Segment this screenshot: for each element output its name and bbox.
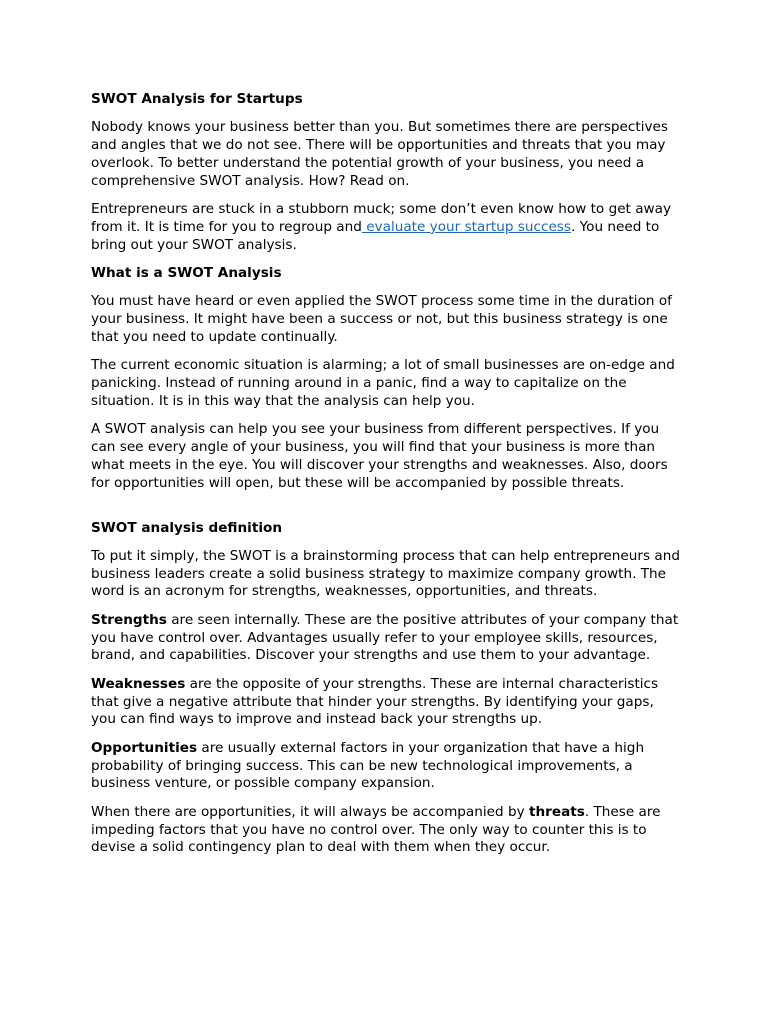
section2-paragraph-1: To put it simply, the SWOT is a brainstorming process that can help entrepreneurs and business leaders create a solid business strategy to maximize company growth. The word is an acronym for strengths, weaknesses, opportunities, and threats. [91, 547, 680, 600]
opportunities-paragraph [91, 740, 683, 793]
section1-paragraph-2: The current economic situation is alarming; a lot of small businesses are on-edge and panicking. Instead of running around in a panic, find a way to capitalize on the situation. It is in this way that the analysis can help you. [91, 357, 675, 409]
strengths-term: Strengths [91, 611, 167, 628]
threats-paragraph [91, 804, 683, 857]
document-title: SWOT Analysis for Startups [91, 91, 303, 107]
evaluate-startup-success-link[interactable]: evaluate your startup success [361, 218, 571, 235]
threats-text: . These are impeding factors that you have no control over. The only way to counter this is to devise a solid contingency plan to deal with them when they occur. [91, 803, 661, 856]
weaknesses-text: are the opposite of your strengths. These are internal characteristics that give a negative attribute that hinder your strengths. By identifying your gaps, you can find ways to improve and instead back your strengths up. [91, 675, 659, 728]
strengths-text: are seen internally. These are the positive attributes of your company that you have control over. Advantages usually refer to your employee skills, resources, brand, and capabilities. Discover your strengths and use them to your advantage. [91, 611, 679, 664]
threats-intro-text: When there are opportunities, it will always be accompanied by [91, 803, 529, 820]
section1-paragraph-3: A SWOT analysis can help you see your business from different perspectives. If you can see every angle of your business, you will find that your business is more than what meets in the eye. You will discover your strengths and weaknesses. Also, doors for opportunities will open, but these will be accompanied by possible threats. [91, 421, 668, 491]
opportunities-term: Opportunities [91, 739, 198, 756]
intro-paragraph-1: Nobody knows your business better than you. But sometimes there are perspectives and angles that we do not see. There will be opportunities and threats that you may overlook. To better understand the potential growth of your business, you need a comprehensive SWOT analysis. How? Read on. [91, 119, 668, 189]
weaknesses-term: Weaknesses [91, 675, 186, 692]
intro-paragraph-2-tail: . You need to bring out your SWOT analysis. [91, 218, 660, 253]
opportunities-text: are usually external factors in your organization that have a high probability of bringing success. This can be new technological improvements, a business venture, or possible company expansion. [91, 739, 645, 792]
threats-term: threats [528, 803, 585, 820]
intro-paragraph-2 [91, 201, 683, 254]
intro-paragraph-2-text: Entrepreneurs are stuck in a stubborn muck; some don’t even know how to get away from it. It is time for you to regroup and [91, 201, 672, 235]
document-page [91, 91, 683, 868]
section-heading-swot-definition: SWOT analysis definition [91, 519, 283, 536]
strengths-paragraph [91, 612, 683, 665]
section-heading-what-is-swot: What is a SWOT Analysis [91, 265, 282, 282]
weaknesses-paragraph [91, 676, 683, 729]
section1-paragraph-1: You must have heard or even applied the SWOT process some time in the duration of your business. It might have been a success or not, but this business strategy is one that you need to update continually. [91, 293, 672, 345]
